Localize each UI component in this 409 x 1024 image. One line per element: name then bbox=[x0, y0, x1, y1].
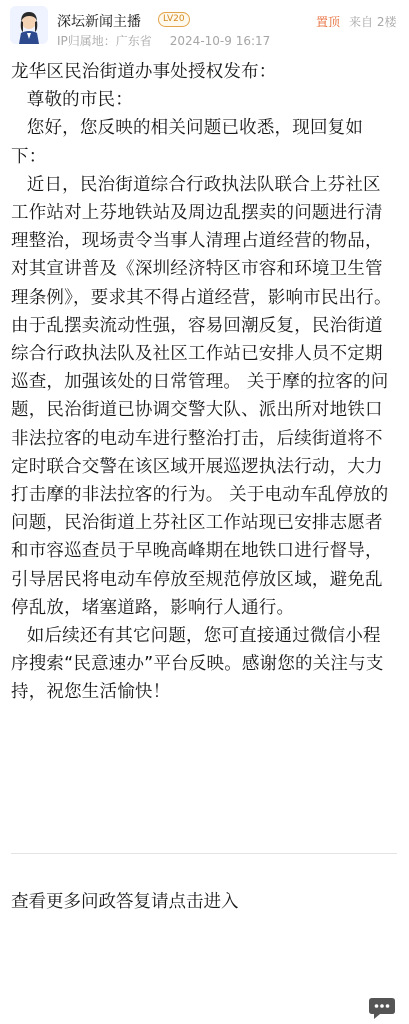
floor-label: 来自 2楼 bbox=[349, 15, 397, 29]
pinned-label: 置顶 bbox=[316, 15, 341, 29]
reply-greeting: 尊敬的市民： bbox=[26, 90, 133, 111]
reply-body: 近日，民治街道综合行政执法队联合上芬社区工作站对上芬地铁站及周边乱摆卖的问题进行清理整治，现场责令当事人清理占道经营的物品，对其宣讲普及《深圳经济特区市容和环境卫生管理条例》，要求其不得占道经营，影响市民出行。由于乱摆卖流动性强，容易回潮反复，民治街道综合行政执法队及社区工作站已安排人员不定期巡查，加强该处的日常管理。 关于摩的拉客的问题，民治街道已协调交警大队、派出所对地铁口非法拉客的电动车进行整治打击，后续街道将不定时联合交警在该区域开展巡逻执法行动，大力打击摩的非法拉客的行为。 关于电动车乱停放的问题，民治街道上芬社区工作站现已安排志愿者和市容巡查员于早晚高峰期在地铁口进行督导，引导居民将电动车停放至规范停放区域，避免乱停乱放，堵塞道路，影响行人通行。 bbox=[11, 174, 392, 618]
author-name[interactable]: 深坛新闻主播 bbox=[57, 14, 141, 30]
post-date: 2024-10-9 16:17 bbox=[169, 34, 271, 48]
post-header bbox=[0, 0, 409, 52]
reply-intro: 您好，您反映的相关问题已收悉，现回复如下： bbox=[11, 118, 364, 167]
ip-location: IP归属地：广东省 bbox=[57, 34, 152, 48]
divider bbox=[11, 853, 397, 854]
reply-closing: 如后续还有其它问题，您可直接通过微信小程序搜索“民意速办”平台反映。感谢您的关注与支持，祝您生活愉快！ bbox=[11, 626, 384, 703]
reply-content bbox=[11, 58, 397, 707]
post-meta bbox=[57, 32, 270, 49]
more-replies-link[interactable]: 查看更多问政答复请点击进入 bbox=[11, 892, 239, 912]
comment-bubble-icon[interactable] bbox=[368, 996, 396, 1020]
level-badge: LV20 bbox=[158, 12, 190, 27]
reply-heading: 龙华区民治街道办事处授权发布： bbox=[11, 62, 277, 82]
author-avatar[interactable] bbox=[10, 6, 48, 44]
